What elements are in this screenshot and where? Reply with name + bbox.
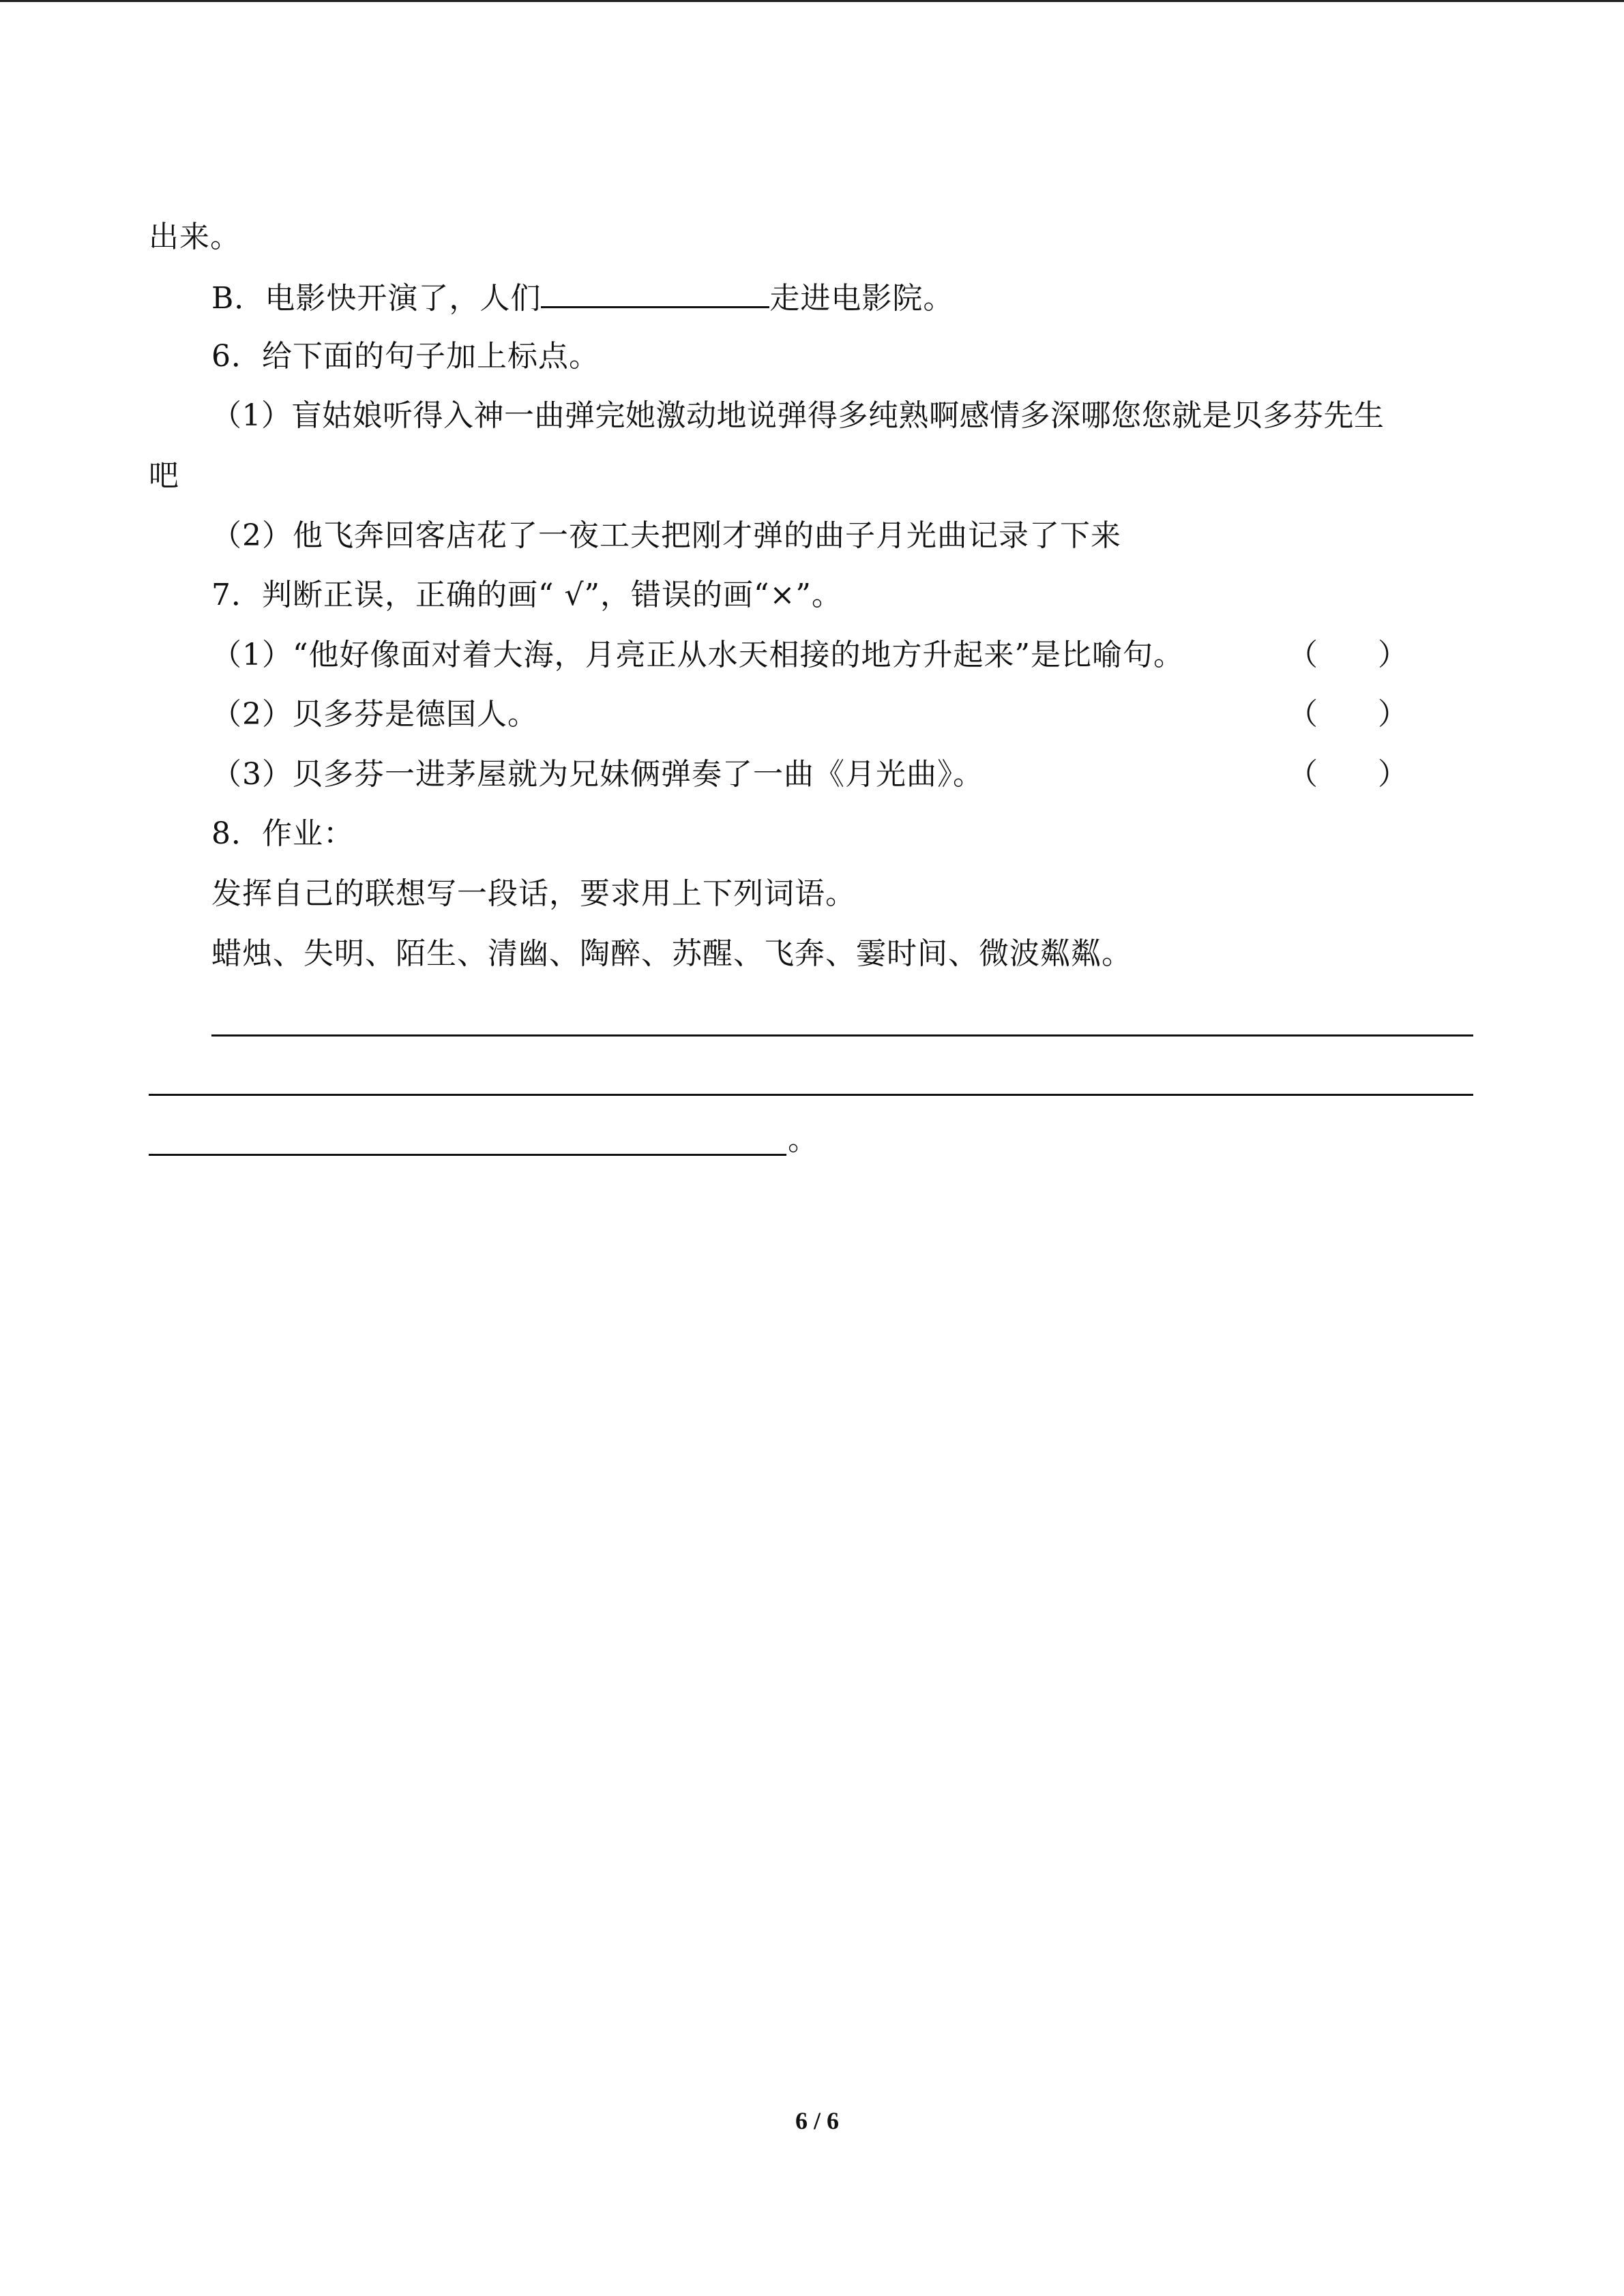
writing-line-1[interactable] [211,1034,1473,1037]
question-5b-suffix: 走进电影院。 [769,281,954,316]
answer-paren-7-1[interactable]: （ ） [1288,638,1408,672]
question-6-item-1: （1）盲姑娘听得入神一曲弹完她激动地说弹得多纯熟啊感情多深哪您您就是贝多芬先生 [211,398,1385,433]
answer-paren-7-2[interactable]: （ ） [1288,697,1408,732]
question-8-title: 8．作业： [211,816,354,851]
question-7-item-1: （1）“他好像面对着大海，月亮正从水天相接的地方升起来”是比喻句。 [211,638,1184,672]
writing-line-2[interactable] [149,1094,1473,1096]
question-5b-prefix: B．电影快开演了，人们 [211,281,542,316]
page-number: 6 / 6 [795,2107,840,2134]
top-border-line [0,0,1624,2]
question-7-item-3: （3）贝多芬一进茅屋就为兄妹俩弹奏了一曲《月光曲》。 [211,757,984,792]
question-8-word-list: 蜡烛、失明、陌生、清幽、陶醉、苏醒、飞奔、霎时间、微波粼粼。 [211,936,1132,971]
question-6-item-2: （2）他飞奔回客店花了一夜工夫把刚才弹的曲子月光曲记录了下来 [211,518,1121,553]
question-6-title: 6．给下面的句子加上标点。 [211,339,600,374]
continuation-text: 出来。 [149,220,241,254]
writing-end-period: 。 [788,1122,818,1157]
writing-line-3[interactable] [149,1154,786,1156]
question-7-title: 7．判断正误，正确的画“ √”，错误的画“×”。 [211,578,842,612]
question-7-item-2: （2）贝多芬是德国人。 [211,697,538,732]
answer-paren-7-3[interactable]: （ ） [1288,757,1408,792]
question-6-item-1-wrap: 吧 [149,458,179,493]
question-5b [211,276,954,319]
question-8-instruction: 发挥自己的联想写一段话，要求用上下列词语。 [211,876,856,911]
fill-blank-5b[interactable] [541,276,769,308]
